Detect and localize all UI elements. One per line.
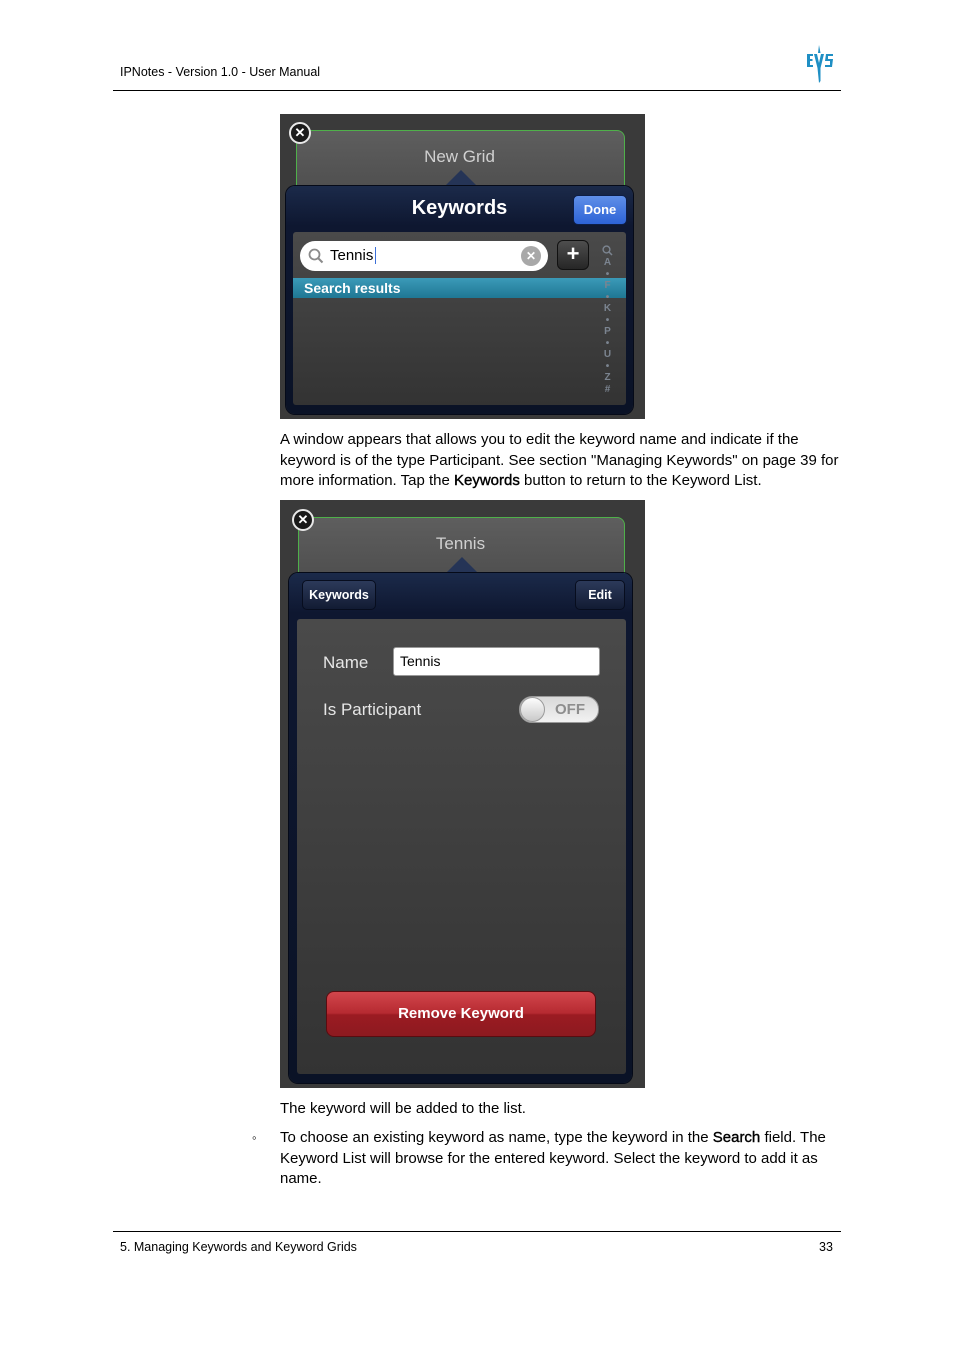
paragraph1-bold: Keywords [453, 472, 520, 489]
popover-arrow [446, 557, 478, 573]
bullet-bold: Search [712, 1129, 761, 1146]
paragraph-edit-keyword [280, 430, 840, 492]
grid-title: New Grid [424, 147, 495, 166]
participant-label: Is Participant [323, 700, 422, 719]
toggle-state: OFF [555, 701, 585, 718]
paragraph1-text-b: button to return to the Keyword List. [519, 472, 762, 489]
footer-page-number: 33 [819, 1240, 833, 1254]
remove-keyword-button[interactable]: Remove Keyword [326, 991, 596, 1037]
index-letter: • [605, 360, 610, 372]
popover-title: Keywords [411, 197, 508, 219]
text-cursor [375, 247, 376, 264]
popover-arrow [445, 170, 477, 186]
clear-icon[interactable]: ✕ [521, 246, 541, 266]
index-letter: U [603, 349, 612, 360]
footer-chapter: 5. Managing Keywords and Keyword Grids [120, 1240, 357, 1254]
index-letters [599, 257, 616, 395]
footer-rule [113, 1231, 841, 1232]
index-letter: • [605, 291, 610, 303]
bullet-text-a: To choose an existing keyword as name, type the keyword in the [280, 1129, 713, 1146]
search-results-label: Search results [304, 280, 401, 296]
bullet-marker: ◦ [252, 1130, 257, 1145]
index-letter: Z [604, 372, 611, 383]
search-results-header [293, 278, 626, 298]
index-letter: • [605, 337, 610, 349]
name-input[interactable]: Tennis [400, 653, 441, 669]
back-keywords-button[interactable]: Keywords [302, 580, 376, 610]
name-label: Name [323, 653, 369, 672]
header-title: IPNotes - Version 1.0 - User Manual [120, 65, 321, 79]
participant-toggle[interactable] [519, 696, 599, 723]
evs-logo [804, 44, 836, 84]
done-button[interactable]: Done [573, 195, 627, 225]
index-letter: K [603, 303, 612, 314]
add-keyword-button[interactable]: + [557, 240, 589, 270]
search-input[interactable]: Tennis [330, 247, 374, 264]
paragraph-added: The keyword will be added to the list. [280, 1100, 526, 1117]
index-letter: F [604, 280, 611, 291]
index-search-icon [602, 245, 613, 256]
keyword-detail-screenshot [280, 500, 645, 1088]
bullet-text [280, 1128, 840, 1190]
index-letter: A [603, 257, 612, 268]
name-field[interactable] [393, 647, 600, 676]
header-rule [113, 90, 841, 91]
index-letter: • [605, 268, 610, 280]
keyword-search-screenshot [280, 114, 645, 419]
bullet-text-b: field. The Keyword List will browse for the entered keyword. Select the keyword to add it as name. [280, 1129, 826, 1187]
close-icon[interactable]: ✕ [292, 509, 314, 531]
index-bar[interactable] [599, 245, 616, 395]
search-field[interactable] [300, 241, 548, 271]
paragraph1-text-a: A window appears that allows you to edit the keyword name and indicate if the keyword is of the type Participant. See section "Managing Keywords" on page 39 for more information. Tap the [280, 431, 839, 489]
index-letter: P [604, 326, 611, 337]
search-icon [308, 248, 324, 264]
edit-button[interactable]: Edit [575, 580, 625, 610]
toggle-knob [520, 697, 545, 722]
close-icon[interactable]: ✕ [289, 122, 311, 144]
index-letter: • [605, 314, 610, 326]
index-letter: # [604, 383, 611, 395]
grid-title: Tennis [435, 534, 486, 553]
